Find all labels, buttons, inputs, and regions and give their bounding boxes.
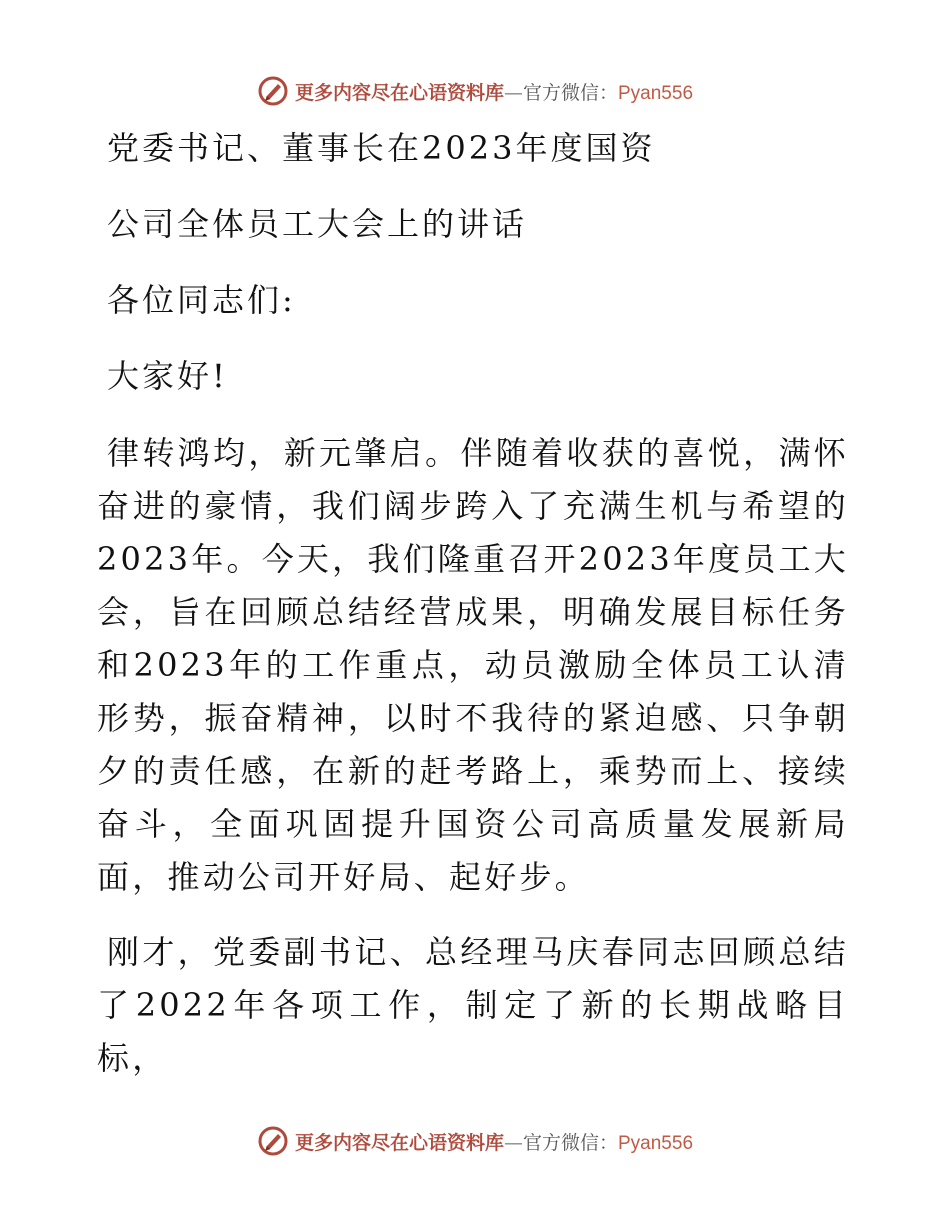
pen-logo-icon bbox=[257, 75, 289, 107]
salutation: 各位同志们: bbox=[107, 281, 296, 319]
pen-logo-icon bbox=[257, 1125, 289, 1157]
paragraph-2: 刚才，党委副书记、总经理马庆春同志回顾总结了2022年各项工作，制定了新的长期战略目标， bbox=[97, 933, 849, 1077]
title-line-2: 公司全体员工大会上的讲话 bbox=[107, 205, 528, 243]
watermark-dash: — bbox=[503, 81, 523, 104]
footer-watermark bbox=[0, 1121, 950, 1161]
watermark-label: 官方微信： bbox=[522, 1131, 618, 1154]
watermark-brand: 更多内容尽在心语资料库 bbox=[294, 1131, 504, 1154]
paragraph-1: 律转鸿均，新元肇启。伴随着收获的喜悦，满怀奋进的豪情，我们阔步跨入了充满生机与希望的2023年。今天，我们隆重召开2023年度员工大会，旨在回顾总结经营成果，明确发展目标任务和2023年的工作重点，动员激励全体员工认清形势，振奋精神，以时不我待的紧迫感、只争朝夕的责任感，在新的赶考路上，乘势而上、接续奋斗，全面巩固提升国资公司高质量发展新局面，推动公司开好局、起好步。 bbox=[97, 434, 849, 896]
watermark-label: 官方微信： bbox=[522, 81, 618, 104]
header-watermark bbox=[0, 71, 950, 111]
watermark-wechat-id: Pyan556 bbox=[618, 1132, 694, 1154]
watermark-dash: — bbox=[503, 1131, 523, 1154]
watermark-text bbox=[295, 78, 693, 105]
document-body bbox=[97, 123, 857, 1107]
greeting: 大家好! bbox=[107, 357, 228, 395]
watermark-brand: 更多内容尽在心语资料库 bbox=[294, 81, 504, 104]
watermark-text bbox=[295, 1128, 693, 1155]
watermark-wechat-id: Pyan556 bbox=[618, 82, 694, 104]
title-line-1: 党委书记、董事长在2023年度国资 bbox=[107, 129, 656, 167]
